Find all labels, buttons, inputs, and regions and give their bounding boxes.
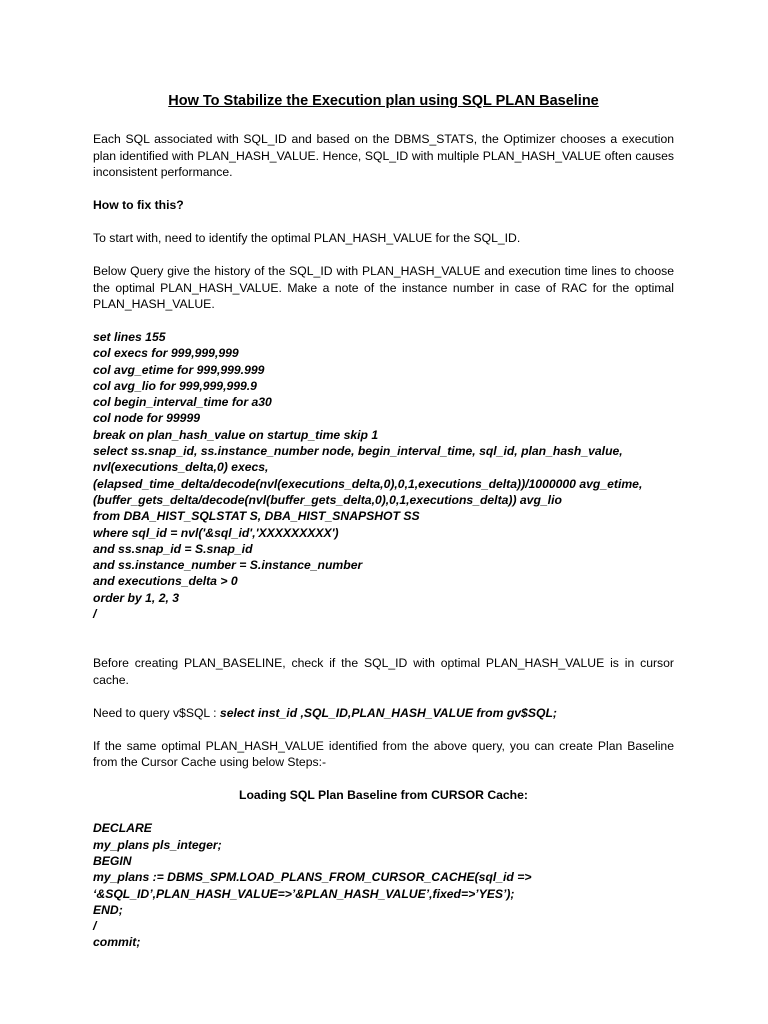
- code-line: col execs for 999,999,999: [93, 346, 239, 361]
- code-line: select ss.snap_id, ss.instance_number node, begin_interval_time, sql_id, plan_hash_value,: [93, 444, 623, 459]
- code-line: (elapsed_time_delta/decode(nvl(executions_delta,0),0,1,executions_delta))/1000000 avg_etime,: [93, 476, 643, 491]
- code-line: my_plans pls_integer;: [93, 837, 222, 852]
- code-line: ‘&SQL_ID’,PLAN_HASH_VALUE=>’&PLAN_HASH_VALUE’,fixed=>’YES’);: [93, 886, 515, 901]
- code-line: END;: [93, 902, 123, 917]
- code-line: and ss.instance_number = S.instance_number: [93, 558, 363, 573]
- step4-label: Need to query v$SQL :: [93, 705, 220, 720]
- code-line: order by 1, 2, 3: [93, 590, 180, 605]
- code-line: BEGIN: [93, 853, 132, 868]
- code-line: /: [93, 607, 97, 622]
- code-line: and ss.snap_id = S.snap_id: [93, 541, 253, 556]
- code-line: break on plan_hash_value on startup_time skip 1: [93, 427, 379, 442]
- code-line: nvl(executions_delta,0) execs,: [93, 460, 269, 475]
- code-line: DECLARE: [93, 821, 152, 836]
- intro-paragraph: Each SQL associated with SQL_ID and based on the DBMS_STATS, the Optimizer chooses a execution plan identified with PLAN_HASH_VALUE. Hence, SQL_ID with multiple PLAN_HASH_VALUE often causes inconsistent performance.: [93, 132, 674, 179]
- step4-paragraph: [93, 705, 674, 722]
- step5-paragraph: If the same optimal PLAN_HASH_VALUE identified from the above query, you can create Plan Baseline from the Cursor Cache using below Steps:-: [93, 738, 674, 770]
- code-line: and executions_delta > 0: [93, 574, 238, 589]
- step2-paragraph: Below Query give the history of the SQL_ID with PLAN_HASH_VALUE and execution time lines to choose the optimal PLAN_HASH_VALUE. Make a note of the instance number in case of RAC for the optimal PLAN_HASH_VALUE.: [93, 264, 674, 311]
- code-line: (buffer_gets_delta/decode(nvl(buffer_gets_delta,0),0,1,executions_delta)) avg_lio: [93, 492, 562, 507]
- code-line: col node for 99999: [93, 411, 201, 426]
- code-line: col avg_etime for 999,999.999: [93, 362, 265, 377]
- step1-paragraph: To start with, need to identify the optimal PLAN_HASH_VALUE for the SQL_ID.: [93, 231, 521, 245]
- code-line: commit;: [93, 935, 141, 950]
- code-line: my_plans := DBMS_SPM.LOAD_PLANS_FROM_CURSOR_CACHE(sql_id =>: [93, 870, 532, 885]
- code-line: col begin_interval_time for a30: [93, 395, 272, 410]
- code-line: where sql_id = nvl('&sql_id','XXXXXXXXX'): [93, 525, 339, 540]
- step3-paragraph: Before creating PLAN_BASELINE, check if the SQL_ID with optimal PLAN_HASH_VALUE is in cursor cache.: [93, 656, 674, 687]
- code-line: set lines 155: [93, 330, 166, 344]
- section-heading: Loading SQL Plan Baseline from CURSOR Cache:: [239, 788, 528, 803]
- code-line: /: [93, 919, 97, 934]
- code-line: from DBA_HIST_SQLSTAT S, DBA_HIST_SNAPSHOT SS: [93, 509, 420, 524]
- document-title: How To Stabilize the Execution plan using SQL PLAN Baseline: [168, 93, 599, 109]
- question-heading: How to fix this?: [93, 198, 184, 212]
- step4-code: select inst_id ,SQL_ID,PLAN_HASH_VALUE from gv$SQL;: [219, 705, 557, 720]
- history-query-block: [93, 329, 674, 622]
- plsql-block: [93, 820, 674, 950]
- code-line: col avg_lio for 999,999,999.9: [93, 378, 257, 393]
